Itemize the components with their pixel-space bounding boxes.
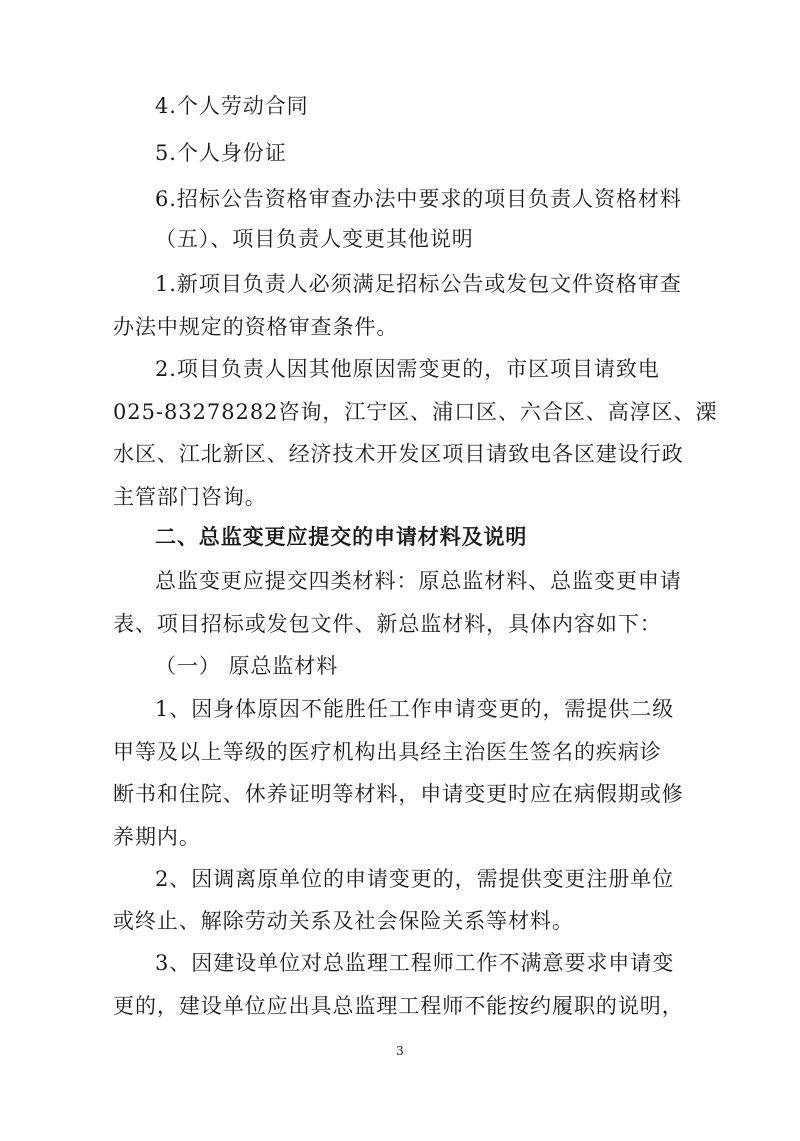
text-line: 1、因身体原因不能胜任工作申请变更的，需提供二级: [155, 697, 675, 721]
text-line: 5.个人身份证: [155, 141, 287, 165]
text-line: 断书和住院、休养证明等材料，申请变更时应在病假期或修: [113, 782, 684, 806]
text-line: 养期内。: [113, 825, 201, 849]
text-line: 办法中规定的资格审查条件。: [113, 315, 399, 339]
section-heading: （一） 原总监材料: [155, 654, 339, 678]
chapter-heading: 二、总监变更应提交的申请材料及说明: [155, 525, 528, 549]
text-line: 025-83278282咨询，江宁区、浦口区、六合区、高淳区、溧: [113, 400, 718, 424]
text-line: 更的，建设单位应出具总监理工程师不能按约履职的说明，: [113, 994, 684, 1018]
text-line: 甲等及以上等级的医疗机构出具经主治医生签名的疾病诊: [113, 740, 662, 764]
text-line: 水区、江北新区、经济技术开发区项目请致电各区建设行政: [113, 442, 684, 466]
text-line: 1.新项目负责人必须满足招标公告或发包文件资格审查: [155, 272, 682, 296]
text-line: 3、因建设单位对总监理工程师工作不满意要求申请变: [155, 951, 675, 975]
text-line: 主管部门咨询。: [113, 485, 267, 509]
text-line: 4.个人劳动合同: [155, 94, 309, 118]
text-line: 表、项目招标或发包文件、新总监材料，具体内容如下：: [113, 612, 662, 636]
text-line: 总监变更应提交四类材料：原总监材料、总监变更申请: [155, 569, 682, 593]
section-heading: （五）、项目负责人变更其他说明: [155, 227, 474, 251]
page-number: 3: [396, 1044, 404, 1058]
text-line: 2.项目负责人因其他原因需变更的，市区项目请致电: [155, 357, 660, 381]
text-line: 2、因调离原单位的申请变更的，需提供变更注册单位: [155, 867, 675, 891]
text-line: 或终止、解除劳动关系及社会保险关系等材料。: [113, 909, 574, 933]
text-line: 6.招标公告资格审查办法中要求的项目负责人资格材料: [155, 187, 682, 211]
